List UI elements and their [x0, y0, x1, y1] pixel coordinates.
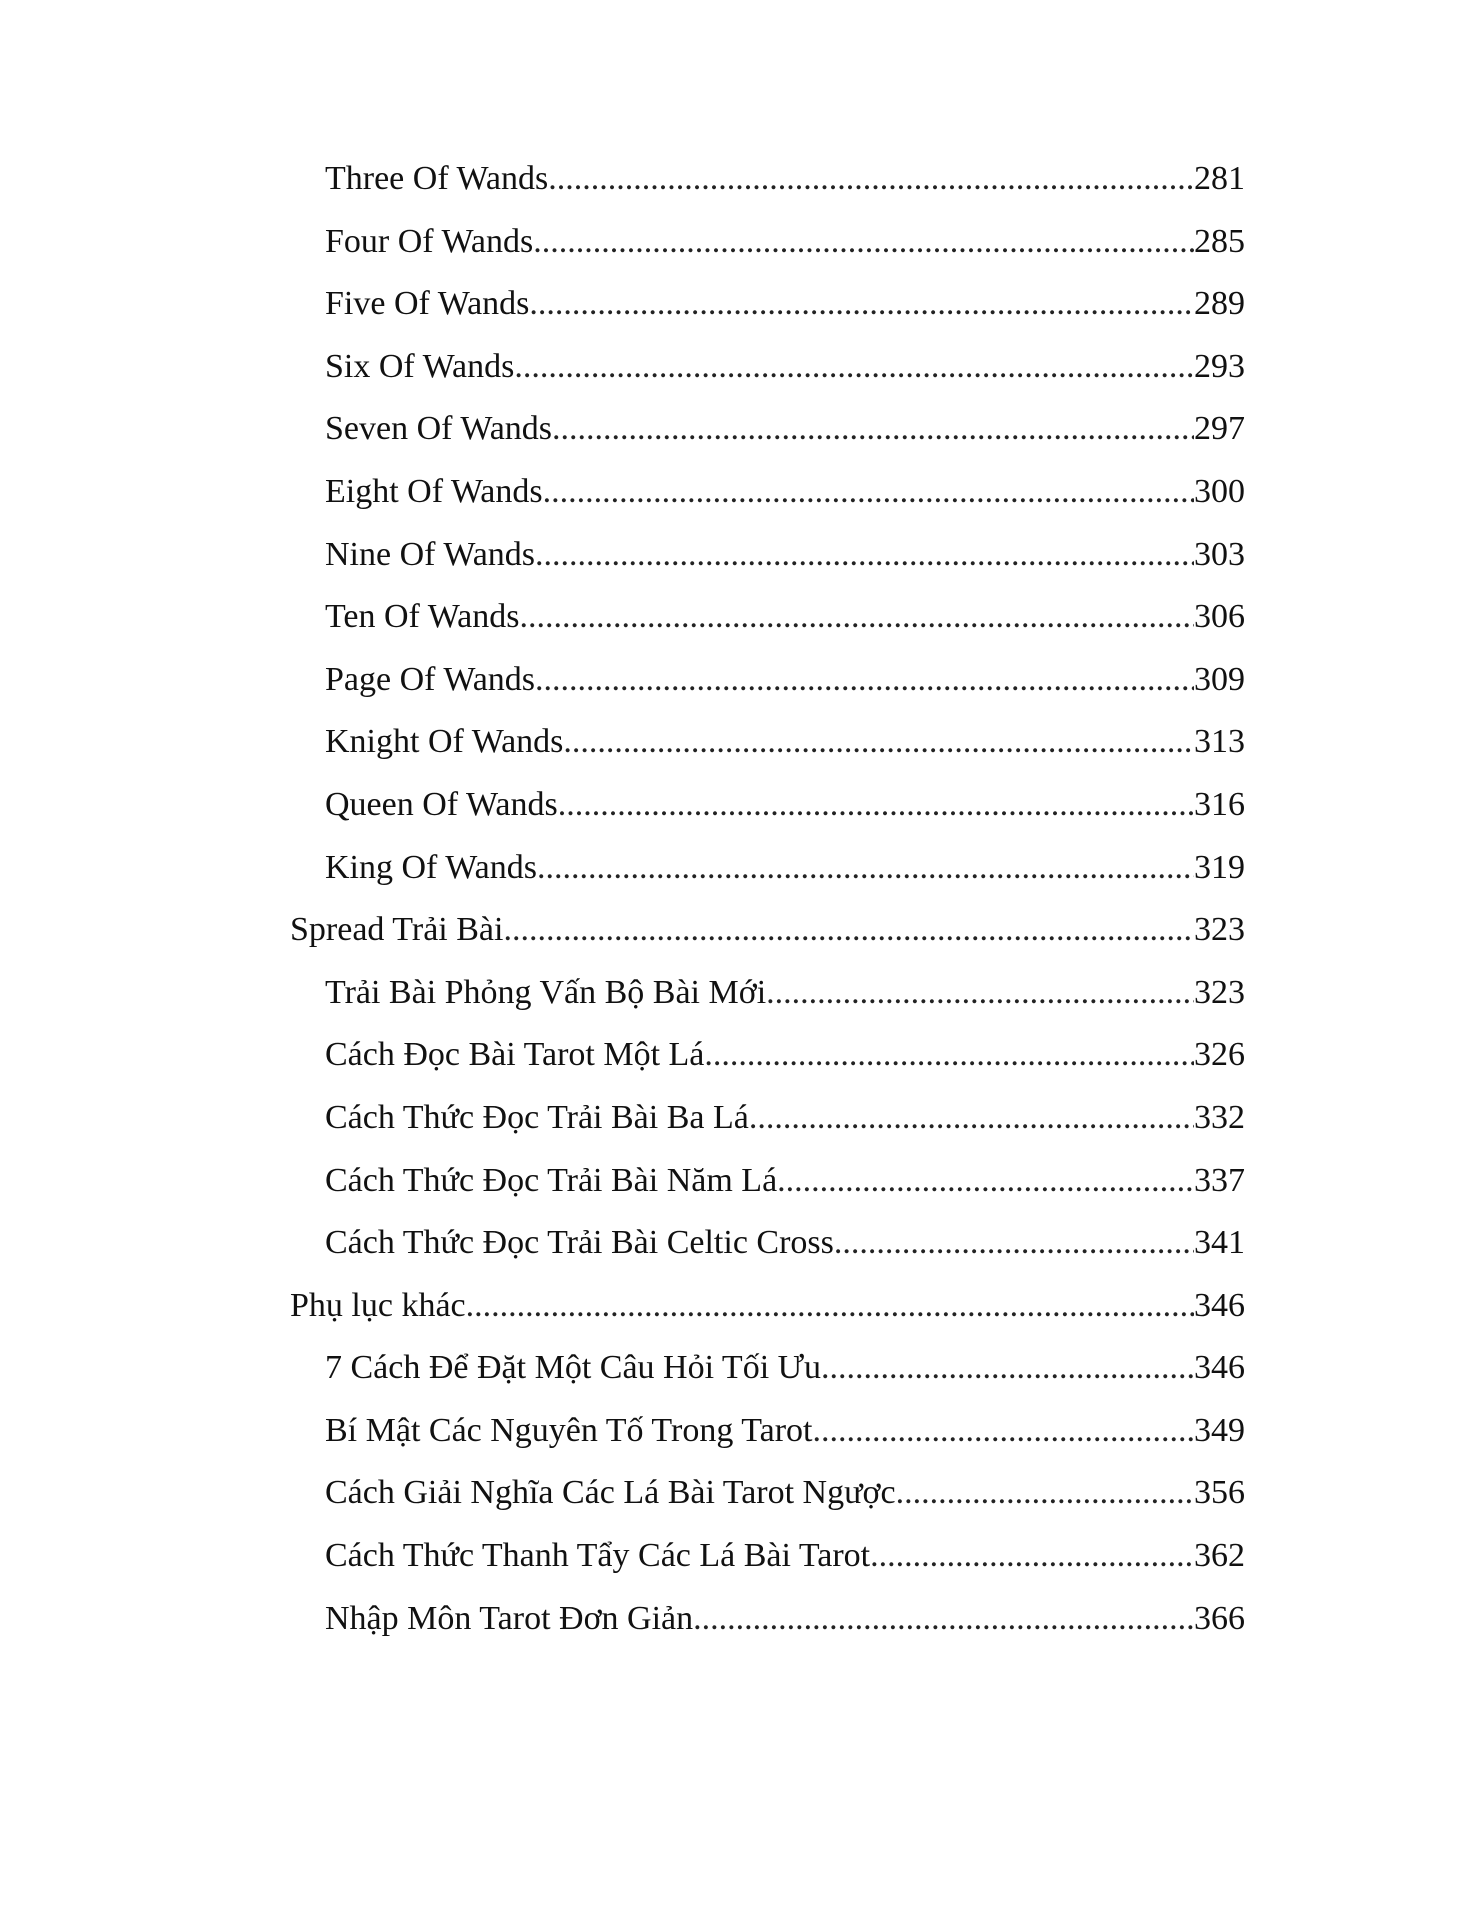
toc-entry-page-number: 332: [1194, 1098, 1245, 1136]
toc-dot-leader: [766, 974, 1194, 1012]
toc-entry-title: Queen Of Wands: [325, 785, 558, 823]
toc-entry-title: Spread Trải Bài: [290, 911, 504, 949]
toc-entry-page-number: 289: [1194, 285, 1245, 323]
toc-dot-leader: [749, 1099, 1194, 1137]
toc-dot-leader: [563, 723, 1194, 761]
toc-entry-title: Knight Of Wands: [325, 723, 564, 761]
toc-entry-page-number: 323: [1194, 973, 1245, 1011]
toc-entry[interactable]: [290, 1099, 1245, 1162]
toc-entry-title: Cách Thức Đọc Trải Bài Celtic Cross: [325, 1224, 834, 1262]
toc-entry-title: Five Of Wands: [325, 285, 530, 323]
toc-entry[interactable]: [290, 723, 1245, 786]
toc-entry-page-number: 303: [1194, 535, 1245, 573]
toc-entry-page-number: 362: [1194, 1537, 1245, 1575]
toc-entry-title: Trải Bài Phỏng Vấn Bộ Bài Mới: [325, 973, 767, 1011]
toc-dot-leader: [552, 410, 1194, 448]
toc-entry-title: Cách Thức Thanh Tẩy Các Lá Bài Tarot: [325, 1537, 871, 1575]
toc-entry-page-number: 341: [1194, 1224, 1245, 1262]
toc-entry-page-number: 346: [1194, 1286, 1245, 1324]
toc-entry[interactable]: [290, 1224, 1245, 1287]
toc-entry-page-number: 309: [1194, 660, 1245, 698]
toc-entry-page-number: 366: [1194, 1599, 1245, 1637]
toc-entry-title: Ten Of Wands: [325, 598, 520, 636]
toc-entry[interactable]: [290, 223, 1245, 286]
toc-entry-page-number: 337: [1194, 1161, 1245, 1199]
toc-dot-leader: [693, 1600, 1194, 1638]
toc-entry-title: 7 Cách Để Đặt Một Câu Hỏi Tối Ưu: [325, 1349, 822, 1387]
toc-dot-leader: [466, 1287, 1194, 1325]
toc-entry-title: Page Of Wands: [325, 660, 536, 698]
toc-dot-leader: [503, 911, 1194, 949]
toc-dot-leader: [514, 348, 1194, 386]
toc-entry[interactable]: [290, 1162, 1245, 1225]
toc-dot-leader: [529, 285, 1194, 323]
toc-entry-page-number: 285: [1194, 222, 1245, 260]
toc-entry[interactable]: [290, 1600, 1245, 1663]
toc-entry-title: Cách Đọc Bài Tarot Một Lá: [325, 1036, 705, 1074]
toc-entry[interactable]: [290, 911, 1245, 974]
toc-entry-title: King Of Wands: [325, 848, 537, 886]
toc-entry[interactable]: [290, 974, 1245, 1037]
toc-dot-leader: [834, 1224, 1194, 1262]
toc-entry-page-number: 281: [1194, 160, 1245, 197]
toc-entry-page-number: 306: [1194, 598, 1245, 636]
toc-entry-title: Three Of Wands: [325, 160, 549, 197]
toc-dot-leader: [870, 1537, 1194, 1575]
toc-entry-title: Nhập Môn Tarot Đơn Giản: [325, 1599, 694, 1637]
toc-entry-title: Four Of Wands: [325, 222, 534, 260]
toc-entry[interactable]: [290, 410, 1245, 473]
toc-entry-title: Seven Of Wands: [325, 410, 553, 448]
toc-dot-leader: [777, 1162, 1194, 1200]
toc-dot-leader: [533, 223, 1194, 261]
toc-entry-page-number: 319: [1194, 848, 1245, 886]
toc-entry[interactable]: [290, 1537, 1245, 1600]
toc-entry-title: Nine Of Wands: [325, 535, 536, 573]
toc-entry-title: Eight Of Wands: [325, 472, 543, 510]
toc-entry[interactable]: [290, 348, 1245, 411]
toc-dot-leader: [535, 661, 1194, 699]
toc-entry-page-number: 349: [1194, 1411, 1245, 1449]
toc-entry-title: Phụ lục khác: [290, 1286, 466, 1324]
toc-entry[interactable]: [290, 285, 1245, 348]
toc-entry-title: Bí Mật Các Nguyên Tố Trong Tarot: [325, 1411, 813, 1449]
toc-entry-title: Six Of Wands: [325, 347, 515, 385]
toc-dot-leader: [535, 536, 1194, 574]
toc-entry-page-number: 313: [1194, 723, 1245, 761]
toc-entry[interactable]: [290, 1036, 1245, 1099]
table-of-contents: [290, 160, 1245, 1662]
toc-entry[interactable]: [290, 598, 1245, 661]
toc-dot-leader: [543, 473, 1194, 511]
toc-entry[interactable]: [290, 1349, 1245, 1412]
toc-entry-title: Cách Thức Đọc Trải Bài Ba Lá: [325, 1098, 749, 1136]
toc-dot-leader: [537, 849, 1194, 887]
toc-dot-leader: [558, 786, 1194, 824]
toc-entry[interactable]: [290, 473, 1245, 536]
toc-entry[interactable]: [290, 1474, 1245, 1537]
toc-entry-page-number: 356: [1194, 1474, 1245, 1512]
toc-entry-page-number: 300: [1194, 472, 1245, 510]
toc-entry[interactable]: [290, 1412, 1245, 1475]
toc-entry-page-number: 297: [1194, 410, 1245, 448]
toc-dot-leader: [548, 160, 1194, 198]
toc-entry[interactable]: [290, 160, 1245, 223]
toc-entry-page-number: 323: [1194, 911, 1245, 949]
toc-dot-leader: [821, 1349, 1194, 1387]
toc-entry-page-number: 293: [1194, 347, 1245, 385]
toc-entry-title: Cách Giải Nghĩa Các Lá Bài Tarot Ngược: [325, 1474, 896, 1512]
toc-entry-page-number: 326: [1194, 1036, 1245, 1074]
toc-entry[interactable]: [290, 849, 1245, 912]
toc-entry[interactable]: [290, 536, 1245, 599]
toc-entry[interactable]: [290, 1287, 1245, 1350]
toc-entry[interactable]: [290, 786, 1245, 849]
toc-entry-page-number: 346: [1194, 1349, 1245, 1387]
toc-dot-leader: [704, 1036, 1194, 1074]
toc-entry-title: Cách Thức Đọc Trải Bài Năm Lá: [325, 1161, 778, 1199]
toc-entry[interactable]: [290, 661, 1245, 724]
toc-entry-page-number: 316: [1194, 785, 1245, 823]
toc-dot-leader: [519, 598, 1194, 636]
toc-dot-leader: [812, 1412, 1194, 1450]
toc-dot-leader: [896, 1474, 1194, 1512]
